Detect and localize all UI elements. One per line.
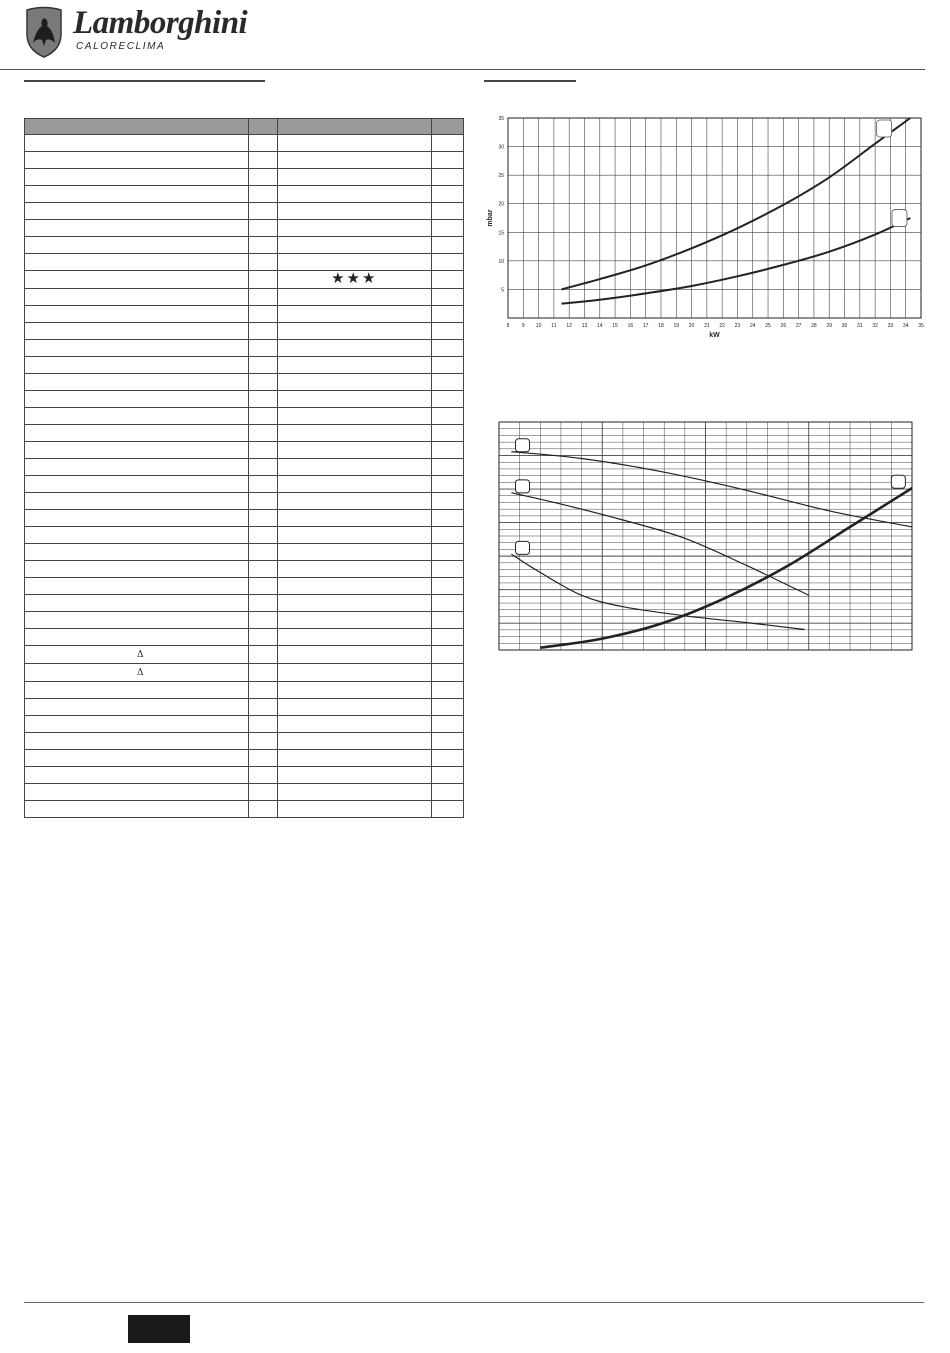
table-cell bbox=[248, 733, 277, 750]
table-cell bbox=[25, 493, 249, 510]
page-number-box bbox=[128, 1315, 190, 1343]
table-row bbox=[25, 135, 464, 152]
table-cell bbox=[25, 289, 249, 306]
x-tick-label: 14 bbox=[596, 323, 603, 329]
table-cell bbox=[25, 391, 249, 408]
x-tick-label: 34 bbox=[902, 323, 909, 329]
table-row bbox=[25, 493, 464, 510]
table-cell bbox=[25, 646, 249, 664]
x-tick-label: 9 bbox=[521, 323, 525, 329]
table-row bbox=[25, 425, 464, 442]
table-cell bbox=[277, 578, 431, 595]
table-cell bbox=[277, 254, 431, 271]
table-cell bbox=[25, 629, 249, 646]
table-cell bbox=[248, 646, 277, 664]
table-cell bbox=[431, 203, 463, 220]
x-tick-label: 19 bbox=[673, 323, 680, 329]
table-cell bbox=[277, 767, 431, 784]
y-tick-label: 25 bbox=[498, 173, 504, 180]
table-cell bbox=[431, 561, 463, 578]
table-cell bbox=[277, 801, 431, 818]
table-cell bbox=[248, 237, 277, 254]
table-cell bbox=[25, 340, 249, 357]
curve-marker-3 bbox=[516, 541, 530, 554]
table-cell bbox=[431, 306, 463, 323]
gas-pressure-chart bbox=[484, 110, 929, 345]
x-tick-label: 17 bbox=[642, 323, 649, 329]
table-row bbox=[25, 561, 464, 578]
y-tick-label: 30 bbox=[498, 144, 504, 151]
table-cell bbox=[277, 289, 431, 306]
table-cell bbox=[277, 561, 431, 578]
table-cell bbox=[431, 135, 463, 152]
table-cell bbox=[25, 750, 249, 767]
table-cell bbox=[431, 767, 463, 784]
x-tick-label: 12 bbox=[566, 323, 572, 329]
table-row bbox=[25, 442, 464, 459]
table-cell bbox=[25, 220, 249, 237]
x-tick-label: 21 bbox=[704, 323, 710, 329]
table-row bbox=[25, 784, 464, 801]
table-cell bbox=[25, 561, 249, 578]
section-rule-right bbox=[484, 80, 576, 82]
table-cell bbox=[248, 527, 277, 544]
table-row bbox=[25, 527, 464, 544]
table-cell bbox=[25, 544, 249, 561]
table-row bbox=[25, 340, 464, 357]
table-cell bbox=[25, 716, 249, 733]
table-cell bbox=[25, 408, 249, 425]
table-cell bbox=[277, 323, 431, 340]
table-cell bbox=[25, 425, 249, 442]
table-row bbox=[25, 357, 464, 374]
table-cell bbox=[431, 289, 463, 306]
table-cell bbox=[248, 152, 277, 169]
curve-marker-1 bbox=[516, 439, 530, 452]
y-tick-label: 5 bbox=[501, 287, 504, 294]
table-cell bbox=[25, 664, 249, 682]
table-cell bbox=[431, 374, 463, 391]
lamborghini-shield-logo bbox=[24, 6, 64, 58]
table-cell bbox=[277, 357, 431, 374]
table-cell bbox=[277, 612, 431, 629]
x-tick-label: 35 bbox=[918, 323, 924, 329]
table-cell bbox=[25, 510, 249, 527]
table-cell bbox=[277, 699, 431, 716]
table-row bbox=[25, 578, 464, 595]
table-row bbox=[25, 750, 464, 767]
table-cell bbox=[277, 119, 431, 135]
y-axis-label: mbar bbox=[487, 209, 494, 227]
table-cell bbox=[25, 801, 249, 818]
table-cell bbox=[248, 254, 277, 271]
table-cell bbox=[248, 340, 277, 357]
table-row bbox=[25, 254, 464, 271]
x-tick-label: 33 bbox=[887, 323, 894, 329]
table-cell bbox=[248, 442, 277, 459]
table-row bbox=[25, 152, 464, 169]
table-cell bbox=[277, 271, 431, 289]
table-cell bbox=[277, 784, 431, 801]
table-cell bbox=[248, 493, 277, 510]
table-row bbox=[25, 408, 464, 425]
x-tick-label: 23 bbox=[734, 323, 741, 329]
table-cell bbox=[431, 169, 463, 186]
table-row bbox=[25, 289, 464, 306]
table-cell bbox=[25, 119, 249, 135]
table-cell bbox=[25, 306, 249, 323]
table-cell bbox=[277, 442, 431, 459]
curve-marker-2 bbox=[516, 480, 530, 493]
x-tick-label: 20 bbox=[688, 323, 695, 329]
table-cell bbox=[25, 699, 249, 716]
table-row bbox=[25, 459, 464, 476]
table-row bbox=[25, 664, 464, 682]
table-cell bbox=[431, 733, 463, 750]
table-row bbox=[25, 767, 464, 784]
table-cell bbox=[25, 135, 249, 152]
table-cell bbox=[431, 578, 463, 595]
x-tick-label: 18 bbox=[658, 323, 664, 329]
table-cell bbox=[25, 186, 249, 203]
brand-division: CALORECLIMA bbox=[76, 41, 166, 52]
table-row bbox=[25, 323, 464, 340]
table-row bbox=[25, 544, 464, 561]
table-cell bbox=[277, 476, 431, 493]
table-cell bbox=[277, 750, 431, 767]
table-cell bbox=[277, 135, 431, 152]
table-cell bbox=[248, 391, 277, 408]
table-cell bbox=[431, 186, 463, 203]
table-cell bbox=[248, 578, 277, 595]
table-cell bbox=[431, 425, 463, 442]
table-row bbox=[25, 220, 464, 237]
table-cell bbox=[248, 476, 277, 493]
table-cell bbox=[431, 271, 463, 289]
table-cell bbox=[277, 374, 431, 391]
table-cell bbox=[277, 646, 431, 664]
table-cell bbox=[25, 237, 249, 254]
x-tick-label: 30 bbox=[841, 323, 848, 329]
table-cell bbox=[248, 119, 277, 135]
x-tick-label: 32 bbox=[872, 323, 878, 329]
y-tick-label: 15 bbox=[498, 230, 504, 237]
table-row bbox=[25, 169, 464, 186]
x-tick-label: 31 bbox=[857, 323, 863, 329]
table-cell bbox=[431, 237, 463, 254]
table-cell bbox=[248, 459, 277, 476]
table-cell bbox=[431, 784, 463, 801]
table-row bbox=[25, 476, 464, 493]
energy-star-rating: ★★★ bbox=[331, 270, 378, 287]
table-cell bbox=[248, 699, 277, 716]
x-tick-label: 10 bbox=[535, 323, 542, 329]
delta-symbol: Δ bbox=[137, 650, 144, 660]
table-cell bbox=[277, 664, 431, 682]
footer-rule bbox=[24, 1302, 924, 1303]
table-cell bbox=[431, 595, 463, 612]
y-tick-label: 35 bbox=[498, 116, 504, 122]
table-cell bbox=[431, 527, 463, 544]
table-cell bbox=[25, 595, 249, 612]
table-cell bbox=[431, 357, 463, 374]
table-cell bbox=[25, 169, 249, 186]
table-cell bbox=[25, 459, 249, 476]
x-tick-label: 24 bbox=[749, 323, 756, 329]
table-cell bbox=[25, 733, 249, 750]
table-row bbox=[25, 595, 464, 612]
x-tick-label: 25 bbox=[765, 323, 771, 329]
table-cell bbox=[248, 612, 277, 629]
delta-symbol: Δ bbox=[137, 668, 144, 678]
table-cell bbox=[277, 169, 431, 186]
table-cell bbox=[277, 152, 431, 169]
x-tick-label: 13 bbox=[581, 323, 588, 329]
table-cell bbox=[248, 664, 277, 682]
table-cell bbox=[431, 750, 463, 767]
table-row bbox=[25, 699, 464, 716]
table-cell bbox=[248, 801, 277, 818]
table-cell bbox=[248, 323, 277, 340]
table-row bbox=[25, 203, 464, 220]
table-cell bbox=[277, 510, 431, 527]
table-row bbox=[25, 306, 464, 323]
table-cell bbox=[248, 716, 277, 733]
table-cell bbox=[248, 306, 277, 323]
table-cell bbox=[431, 152, 463, 169]
table-cell bbox=[248, 271, 277, 289]
table-row bbox=[25, 374, 464, 391]
table-cell bbox=[431, 340, 463, 357]
table-cell bbox=[431, 629, 463, 646]
x-tick-label: 15 bbox=[612, 323, 618, 329]
table-row bbox=[25, 646, 464, 664]
table-cell bbox=[25, 612, 249, 629]
table-cell bbox=[431, 323, 463, 340]
table-cell bbox=[431, 391, 463, 408]
table-row bbox=[25, 682, 464, 699]
pump-head-chart bbox=[484, 415, 929, 660]
table-cell bbox=[277, 408, 431, 425]
series-line-3 bbox=[511, 554, 804, 629]
table-cell bbox=[248, 425, 277, 442]
table-cell bbox=[248, 510, 277, 527]
x-tick-label: 26 bbox=[780, 323, 787, 329]
table-cell bbox=[277, 425, 431, 442]
table-row bbox=[25, 271, 464, 289]
table-cell bbox=[277, 340, 431, 357]
table-cell bbox=[25, 476, 249, 493]
table-cell bbox=[431, 699, 463, 716]
table-header-row bbox=[25, 119, 464, 135]
curve-marker-2 bbox=[892, 210, 907, 227]
table-cell bbox=[25, 527, 249, 544]
table-cell bbox=[25, 374, 249, 391]
y-tick-label: 10 bbox=[498, 258, 504, 265]
y-tick-label: 20 bbox=[498, 201, 504, 208]
x-axis-label: kW bbox=[709, 332, 720, 339]
table-cell bbox=[277, 629, 431, 646]
table-row bbox=[25, 629, 464, 646]
table-cell bbox=[25, 767, 249, 784]
table-cell bbox=[431, 476, 463, 493]
table-cell bbox=[248, 289, 277, 306]
table-cell bbox=[25, 152, 249, 169]
table-row bbox=[25, 510, 464, 527]
table-cell bbox=[431, 442, 463, 459]
table-cell bbox=[277, 493, 431, 510]
table-cell bbox=[25, 442, 249, 459]
x-tick-label: 27 bbox=[795, 323, 802, 329]
table-cell bbox=[277, 682, 431, 699]
table-cell bbox=[25, 682, 249, 699]
table-cell bbox=[277, 391, 431, 408]
table-cell bbox=[277, 733, 431, 750]
table-cell bbox=[431, 510, 463, 527]
table-cell bbox=[25, 357, 249, 374]
table-cell bbox=[248, 750, 277, 767]
table-row bbox=[25, 391, 464, 408]
x-tick-label: 8 bbox=[506, 323, 510, 329]
x-tick-label: 29 bbox=[826, 323, 833, 329]
table-cell bbox=[248, 186, 277, 203]
table-cell bbox=[248, 135, 277, 152]
table-cell bbox=[431, 664, 463, 682]
table-cell bbox=[431, 544, 463, 561]
table-cell bbox=[25, 271, 249, 289]
table-row bbox=[25, 801, 464, 818]
table-cell bbox=[277, 716, 431, 733]
table-cell bbox=[277, 595, 431, 612]
table-row bbox=[25, 733, 464, 750]
table-cell bbox=[277, 220, 431, 237]
curve-marker-4 bbox=[891, 475, 905, 488]
table-cell bbox=[431, 801, 463, 818]
table-cell bbox=[248, 595, 277, 612]
table-cell bbox=[248, 374, 277, 391]
table-cell bbox=[248, 408, 277, 425]
table-cell bbox=[431, 408, 463, 425]
table-cell bbox=[25, 578, 249, 595]
brand-wordmark: Lamborghini bbox=[73, 5, 248, 41]
table-cell bbox=[431, 646, 463, 664]
header-rule bbox=[0, 69, 925, 70]
table-cell bbox=[248, 682, 277, 699]
table-cell bbox=[248, 357, 277, 374]
table-row bbox=[25, 716, 464, 733]
x-tick-label: 22 bbox=[719, 323, 725, 329]
table-cell bbox=[431, 716, 463, 733]
table-cell bbox=[431, 254, 463, 271]
table-cell bbox=[25, 203, 249, 220]
table-cell bbox=[431, 612, 463, 629]
table-cell bbox=[248, 767, 277, 784]
table-cell bbox=[277, 186, 431, 203]
x-tick-label: 28 bbox=[811, 323, 817, 329]
table-row bbox=[25, 612, 464, 629]
table-cell bbox=[248, 561, 277, 578]
spec-table bbox=[24, 118, 464, 818]
table-cell bbox=[277, 203, 431, 220]
table-cell bbox=[431, 459, 463, 476]
table-cell bbox=[248, 169, 277, 186]
section-rule-left bbox=[24, 80, 265, 82]
table-cell bbox=[248, 220, 277, 237]
table-cell bbox=[277, 237, 431, 254]
table-cell bbox=[277, 459, 431, 476]
table-cell bbox=[248, 784, 277, 801]
table-row bbox=[25, 237, 464, 254]
table-cell bbox=[248, 203, 277, 220]
x-tick-label: 16 bbox=[627, 323, 634, 329]
table-cell bbox=[431, 220, 463, 237]
table-cell bbox=[277, 527, 431, 544]
table-cell bbox=[277, 544, 431, 561]
table-cell bbox=[431, 119, 463, 135]
table-cell bbox=[25, 784, 249, 801]
table-row bbox=[25, 186, 464, 203]
table-cell bbox=[248, 629, 277, 646]
x-tick-label: 11 bbox=[551, 323, 557, 329]
table-cell bbox=[431, 493, 463, 510]
table-cell bbox=[248, 544, 277, 561]
table-cell bbox=[277, 306, 431, 323]
curve-marker-1 bbox=[877, 120, 892, 137]
table-cell bbox=[431, 682, 463, 699]
table-cell bbox=[25, 254, 249, 271]
table-cell bbox=[25, 323, 249, 340]
